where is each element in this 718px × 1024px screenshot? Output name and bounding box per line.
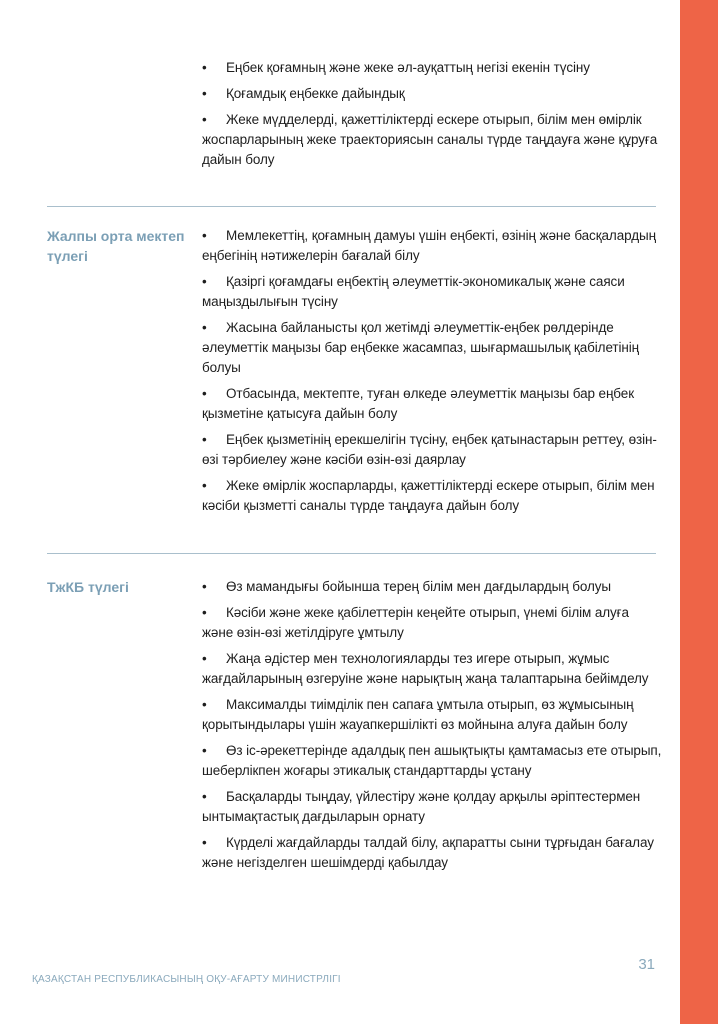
bullet-marker: • — [202, 228, 207, 243]
bullet-marker: • — [202, 320, 207, 335]
list-item-text: Еңбек қоғамның және жеке әл-ауқаттың негізі екенін түсіну — [226, 60, 590, 75]
bullet-marker: • — [202, 478, 207, 493]
section-divider — [47, 553, 656, 554]
list-item — [202, 384, 662, 424]
bullet-marker: • — [202, 86, 207, 101]
bullet-marker: • — [202, 386, 207, 401]
list-item — [202, 84, 662, 104]
list-item — [202, 226, 662, 266]
list-item-text: Өз іс-әрекеттерінде адалдық пен ашықтықты қамтамасыз ете отырып, шеберлікпен жоғары этикалық стандарттарды ұстану — [202, 743, 662, 778]
page-number: 31 — [638, 956, 655, 973]
list-item-text: Басқаларды тыңдау, үйлестіру және қолдау арқылы әріптестермен ынтымақтастық дағдыларын орнату — [202, 789, 641, 824]
list-item — [202, 833, 662, 873]
list-item — [202, 58, 662, 78]
bullet-list — [202, 226, 662, 522]
list-item — [202, 272, 662, 312]
list-item-text: Жеке мүдделерді, қажеттіліктерді ескере отырып, білім мен өмірлік жоспарларының жеке траекториясын саналы түрде таңдауға және құруға дайын болу — [202, 112, 658, 167]
list-item-text: Жасына байланысты қол жетімді әлеуметтік-еңбек рөлдерінде әлеуметтік маңызы бар еңбекке жасампаз, шығармашылық қабілетінің болуы — [202, 320, 640, 375]
list-item-text: Қазіргі қоғамдағы еңбектің әлеуметтік-экономикалық және саяси маңыздылығын түсіну — [202, 274, 625, 309]
bullet-marker: • — [202, 432, 207, 447]
bullet-list — [202, 58, 662, 176]
list-item — [202, 649, 662, 689]
list-item-text: Жаңа әдістер мен технологияларды тез игере отырып, жұмыс жағдайларының өзгеруіне және нарықтың жаңа талаптарына бейімделу — [202, 651, 649, 686]
list-item — [202, 318, 662, 378]
list-item-text: Күрделі жағдайларды талдай білу, ақпаратты сыни тұрғыдан бағалау және негізделген шешімдерді қабылдау — [202, 835, 654, 870]
bullet-marker: • — [202, 697, 207, 712]
bullet-marker: • — [202, 605, 207, 620]
bullet-marker: • — [202, 60, 207, 75]
list-item-text: Қоғамдық еңбекке дайындық — [226, 86, 405, 101]
list-item-text: Кәсіби және жеке қабілеттерін кеңейте отырып, үнемі білім алуға және өзін-өзі жетілдіруге ұмтылу — [202, 605, 629, 640]
list-item-text: Максималды тиімділік пен сапаға ұмтыла отырып, өз жұмысының қорытындылары үшін жауапкершілікті өз мойнына алуға дайын болу — [202, 697, 634, 732]
section-label: ТжКБ түлегі — [47, 579, 129, 595]
bullet-marker: • — [202, 112, 207, 127]
bullet-list — [202, 577, 662, 879]
list-item-text: Жеке өмірлік жоспарларды, қажеттіліктерді ескере отырып, білім мен кәсіби қызметті саналы түрде таңдауға дайын болу — [202, 478, 655, 513]
list-item — [202, 787, 662, 827]
list-item-text: Мемлекеттің, қоғамның дамуы үшін еңбекті, өзінің және басқалардың еңбегінің нәтижелерін бағалай білу — [202, 228, 656, 263]
bullet-marker: • — [202, 651, 207, 666]
list-item — [202, 430, 662, 470]
bullet-marker: • — [202, 789, 207, 804]
bullet-marker: • — [202, 743, 207, 758]
list-item — [202, 577, 662, 597]
list-item — [202, 603, 662, 643]
bullet-marker: • — [202, 274, 207, 289]
list-item — [202, 741, 662, 781]
bullet-marker: • — [202, 835, 207, 850]
section-divider — [47, 206, 656, 207]
list-item-text: Отбасында, мектепте, туған өлкеде әлеуметтік маңызы бар еңбек қызметіне қатысуға дайын болу — [202, 386, 635, 421]
bullet-marker: • — [202, 579, 207, 594]
side-accent-bar — [680, 0, 718, 1024]
list-item — [202, 110, 662, 170]
list-item-text: Еңбек қызметінің ерекшелігін түсіну, еңбек қатынастарын реттеу, өзін-өзі тәрбиелеу және кәсіби өзін-өзі даярлау — [202, 432, 657, 467]
list-item-text: Өз мамандығы бойынша терең білім мен дағдылардың болуы — [226, 579, 611, 594]
section-label: Жалпы орта мектеп түлегі — [47, 228, 185, 264]
list-item — [202, 476, 662, 516]
list-item — [202, 695, 662, 735]
footer-ministry-name: ҚАЗАҚСТАН РЕСПУБЛИКАСЫНЫҢ ОҚУ-АҒАРТУ МИНИСТРЛІГІ — [32, 974, 341, 985]
